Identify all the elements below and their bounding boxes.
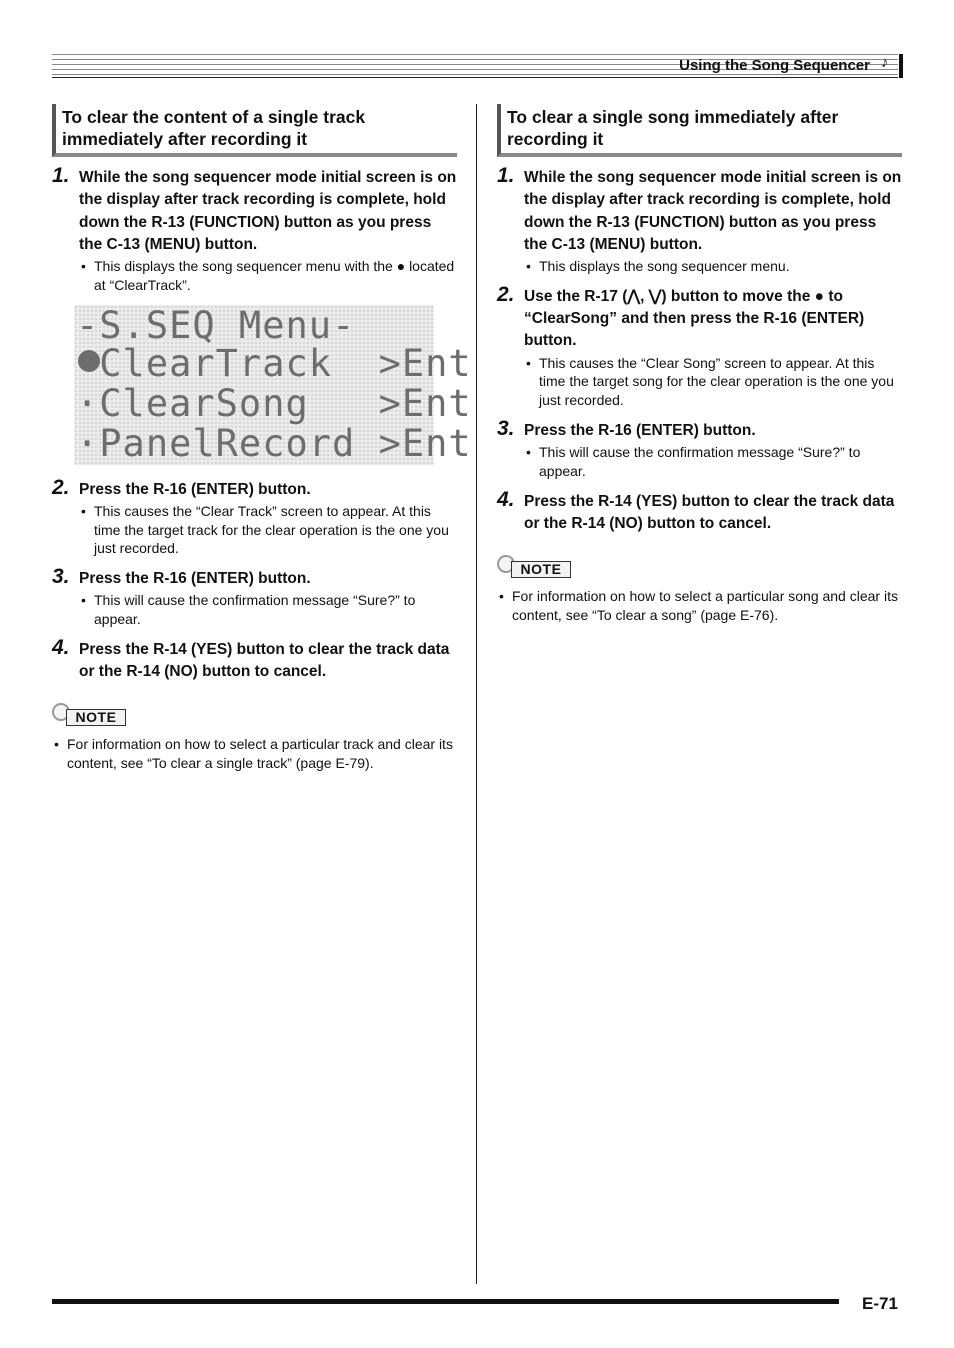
step-text: Press the R-14 (YES) button to clear the track data or the R-14 (NO) button to cancel. bbox=[524, 492, 895, 532]
note-badge bbox=[497, 555, 573, 577]
step-text: Press the R-16 (ENTER) button. bbox=[79, 480, 311, 498]
step-number: 3. bbox=[497, 416, 515, 440]
step-bullet: • This will cause the confirmation message “Sure?” to appear. bbox=[79, 591, 457, 628]
note-icon: ♪ bbox=[881, 54, 889, 71]
page-number: E-71 bbox=[862, 1294, 898, 1313]
step bbox=[497, 282, 902, 410]
step-bullet: • This causes the “Clear Song” screen to appear. At this time the target song for the clear operation is the one you just recorded. bbox=[524, 354, 902, 410]
left-column bbox=[52, 104, 472, 783]
step bbox=[497, 164, 902, 276]
header-tab bbox=[877, 54, 903, 78]
lcd-line: ·PanelRecord >Ent bbox=[76, 421, 472, 465]
right-column bbox=[497, 104, 902, 635]
step bbox=[497, 487, 902, 536]
note-label: NOTE bbox=[66, 709, 126, 726]
step bbox=[497, 416, 902, 481]
footer-rule bbox=[52, 1299, 839, 1304]
step-text: While the song sequencer mode initial screen is on the display after track recording is complete, hold down the R-13 (FUNCTION) button as you press the C-13 (MENU) button. bbox=[524, 169, 902, 253]
step-number: 2. bbox=[52, 475, 70, 499]
step-bullet: • This causes the “Clear Track” screen to appear. At this time the target track for the clear operation is the one you just recorded. bbox=[79, 502, 457, 558]
step bbox=[52, 164, 457, 295]
column-divider bbox=[476, 104, 477, 1284]
step-bullet: • This will cause the confirmation message “Sure?” to appear. bbox=[524, 443, 902, 480]
section-title: To clear the content of a single track immediately after recording it bbox=[52, 104, 457, 157]
step-number: 4. bbox=[497, 487, 515, 511]
step-number: 4. bbox=[52, 635, 70, 659]
section-title: To clear a single song immediately after recording it bbox=[497, 104, 902, 157]
step-text: Use the R-17 (⋀, ⋁) button to move the ● to “ClearSong” and then press the R-16 (ENTER) button. bbox=[524, 287, 865, 350]
lcd-line: ClearTrack >Ent bbox=[76, 341, 472, 385]
step-text: Press the R-16 (ENTER) button. bbox=[524, 421, 756, 439]
note-text: • For information on how to select a particular track and clear its content, see “To clear a single track” (page E-79). bbox=[52, 735, 457, 772]
note-label: NOTE bbox=[511, 561, 571, 578]
step-text: Press the R-16 (ENTER) button. bbox=[79, 570, 311, 587]
step-bullet: • This displays the song sequencer menu with the ● located at “ClearTrack”. bbox=[79, 257, 457, 294]
lcd-line: -S.SEQ Menu- bbox=[76, 303, 356, 347]
step-bullet: • This displays the song sequencer menu. bbox=[524, 257, 902, 276]
note-text: • For information on how to select a particular song and clear its content, see “To clear a song” (page E-76). bbox=[497, 587, 902, 624]
step-number: 2. bbox=[497, 282, 515, 306]
step-number: 1. bbox=[52, 164, 70, 187]
step-text: Press the R-14 (YES) button to clear the track data or the R-14 (NO) button to cancel. bbox=[79, 640, 450, 680]
step-number: 3. bbox=[52, 565, 70, 588]
step-text: While the song sequencer mode initial screen is on the display after track recording is complete, hold down the R-13 (FUNCTION) button as you press the C-13 (MENU) button. bbox=[79, 169, 457, 253]
note-badge bbox=[52, 703, 128, 725]
step bbox=[52, 565, 457, 629]
step bbox=[52, 635, 457, 684]
step-number: 1. bbox=[497, 164, 515, 187]
lcd-display bbox=[74, 303, 472, 465]
lcd-line: ·ClearSong >Ent bbox=[76, 381, 472, 425]
running-header: Using the Song Sequencer bbox=[679, 57, 870, 74]
step bbox=[52, 475, 457, 558]
